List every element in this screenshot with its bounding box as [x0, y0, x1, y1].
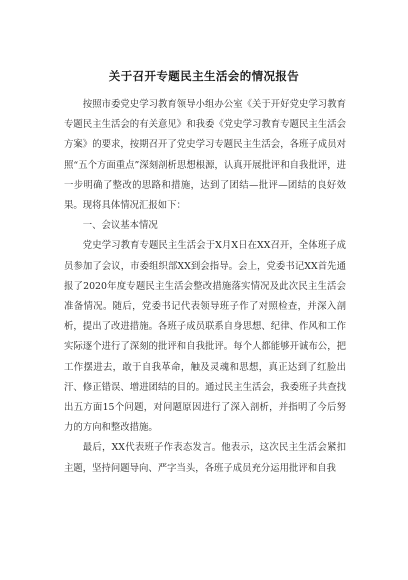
closing-paragraph: 最后，XX代表班子作表态发言。他表示，这次民主生活会紧扣主题，坚持问题导向、严字当头，各班子成员充分运用批评和自我	[64, 442, 346, 474]
document-title: 关于召开专题民主生活会的情况报告	[108, 69, 300, 83]
meeting-paragraph: 党史学习教育专题民主生活会于X月X日在XX召开，全体班子成员参加了会议，市委组织部XX到会指导。会上，党委书记XX首先通报了2020年度专题民主生活会整改措施落实情况及此次民主生活会准备情况。随后，党委书记代表领导班子作了对照检查，并深入剖析，提出了改进措施。各班子成员联系自身思想、纪律、作风和工作实际逐个进行了深刻的批评和自我批评。每个人都能够开诚布公，把工作摆进去，敢于自我革命，触及灵魂和思想，真正达到了红脸出汗、修正错误、增进团结的目的。通过民主生活会，我委班子共查找出五方面15个问题，对问题原因进行了深入剖析，并指明了今后努力的方向和整改措施。	[64, 240, 346, 434]
section-heading: 一、会议基本情况	[82, 220, 158, 232]
intro-paragraph: 按照市委党史学习教育领导小组办公室《关于开好党史学习教育专题民主生活会的有关意见》和我委《党史学习教育专题民主生活会方案》的要求，按期召开了党史学习专题民主生活会，各班子成员对照“五个方面重点”深刻剖析思想根源，认真开展批评和自我批评，进一步明确了整改的思路和措施，达到了团结—批评—团结的良好效果。现将具体情况汇报如下：	[64, 99, 346, 212]
document-body	[64, 95, 346, 479]
